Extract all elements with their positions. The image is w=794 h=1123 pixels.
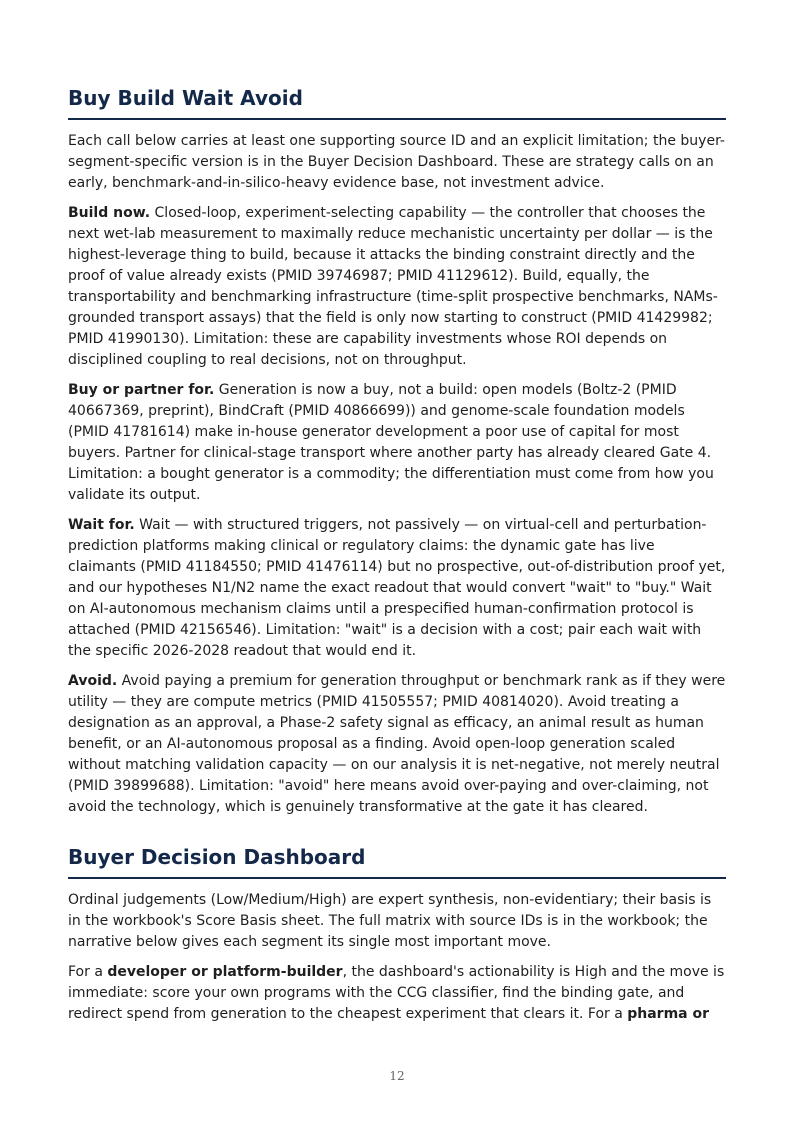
segment-prefix: For a: [68, 964, 108, 980]
wait-label: Wait for.: [68, 517, 135, 533]
segment-developer-label: developer or platform-builder: [107, 964, 343, 980]
avoid-text: Avoid paying a premium for generation throughput or benchmark rank as if they were utility — they are compute metrics (PMID 41505557; PMID 40814020). Avoid treating a designation as an approval, a Phase-2 safety signal as efficacy, an animal result as human benefit, or an AI-autonomous proposal as a finding. Avoid open-loop generation scaled without matching validation capacity — on our analysis it is net-negative, not merely neutral (PMID 39899688). Limitation: "avoid" here means avoid over-paying and over-claiming, not avoid the technology, which is genuinely transformative at the gate it has cleared.: [68, 673, 726, 815]
segment-text: , the dashboard's actionability is High and the move is immediate: score your own programs with the CCG classifier, find the binding gate, and redirect spend from generation to the cheapest experiment that clears it. For a: [68, 964, 725, 1022]
page-number: 12: [389, 1069, 405, 1083]
build-label: Build now.: [68, 205, 151, 221]
avoid-paragraph: [68, 671, 726, 818]
segment-pharma-label: pharma or: [627, 1006, 710, 1022]
wait-text: Wait — with structured triggers, not passively — on virtual-cell and perturbation-prediction platforms making clinical or regulatory claims: the dynamic gate has live claimants (PMID 41184550; PMID 41476114) but no prospective, out-of-distribution proof yet, and our hypotheses N1/N2 name the exact readout that would convert "wait" to "buy." Wait on AI-autonomous mechanism claims until a prespecified human-confirmation protocol is attached (PMID 42156546). Limitation: "wait" is a decision with a cost; pair each wait with the specific 2026-2028 readout that would end it.: [68, 517, 726, 659]
intro-paragraph: Each call below carries at least one supporting source ID and an explicit limitation; the buyer-segment-specific version is in the Buyer Decision Dashboard. These are strategy calls on an early, benchmark-and-in-silico-heavy evidence base, not investment advice.: [68, 133, 725, 191]
buy-paragraph: [68, 380, 726, 506]
avoid-label: Avoid.: [68, 673, 118, 689]
build-paragraph: [68, 203, 726, 371]
document-page: [68, 84, 726, 1034]
dashboard-intro-paragraph: Ordinal judgements (Low/Medium/High) are expert synthesis, non-evidentiary; their basis is in the workbook's Score Basis sheet. The full matrix with source IDs is in the workbook; the narrative below gives each segment its single most important move.: [68, 892, 712, 950]
wait-paragraph: [68, 515, 726, 662]
buy-text: Generation is now a buy, not a build: open models (Boltz-2 (PMID 40667369, preprint), BindCraft (PMID 40866699)) and genome-scale foundation models (PMID 41781614) make in-house generator development a poor use of capital for most buyers. Partner for clinical-stage transport where another party has already cleared Gate 4. Limitation: a bought generator is a commodity; the differentiation must come from how you validate its output.: [68, 382, 714, 503]
segment-paragraph: [68, 962, 726, 1025]
build-text: Closed-loop, experiment-selecting capability — the controller that chooses the next wet-lab measurement to maximally reduce mechanistic uncertainty per dollar — is the highest-leverage thing to build, because it attacks the binding constraint directly and the proof of value already exists (PMID 39746987; PMID 41129612). Build, equally, the transportability and benchmarking infrastructure (time-split prospective benchmarks, NAMs-grounded transport assays) that the field is only now starting to construct (PMID 41429982; PMID 41990130). Limitation: these are capability investments whose ROI depends on disciplined coupling to real decisions, not on throughput.: [68, 205, 718, 368]
buy-label: Buy or partner for.: [68, 382, 215, 398]
section-heading: Buyer Decision Dashboard: [68, 843, 726, 879]
section-heading: Buy Build Wait Avoid: [68, 84, 726, 120]
section-buy-build-wait-avoid: [68, 84, 726, 818]
section-buyer-decision-dashboard: [68, 843, 726, 1025]
